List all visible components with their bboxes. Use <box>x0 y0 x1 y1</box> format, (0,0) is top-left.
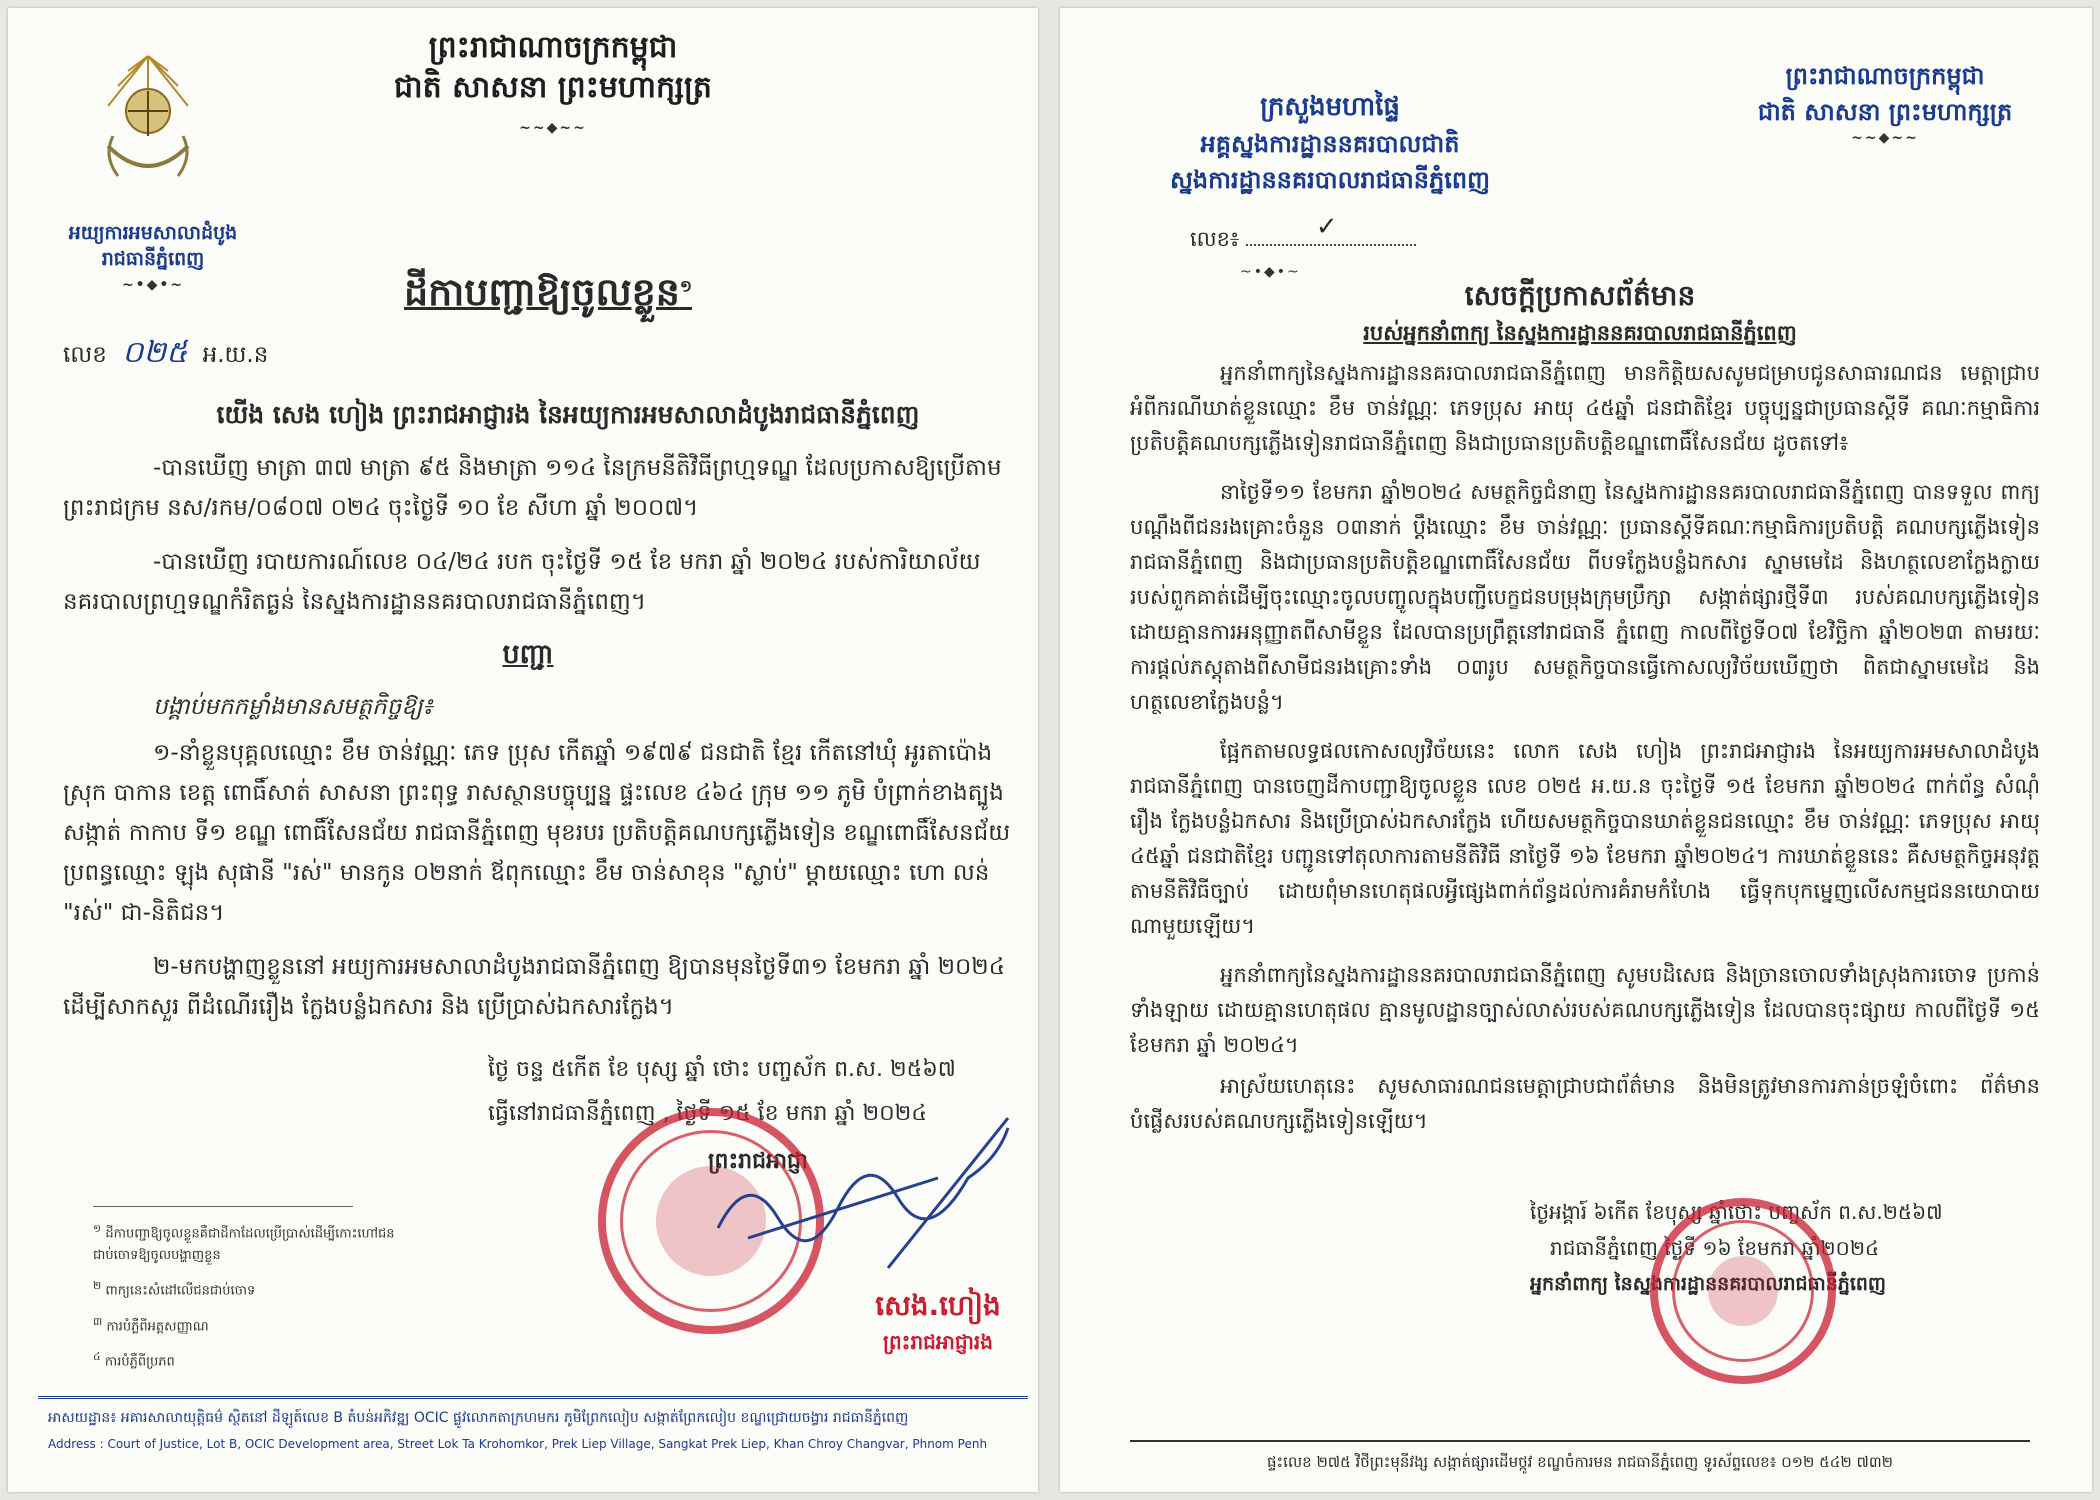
document-number <box>63 333 268 377</box>
footer-address-en: Address : Court of Justice, Lot B, OCIC Development area, Street Lok Ta Krohomkor, Prek Liep Village, Sangkat Prek Liep, Khan Chroy Changvar, Phnom Penh <box>48 1437 988 1451</box>
number-label: លេខ <box>63 342 107 368</box>
footer-rule <box>38 1396 1028 1399</box>
lunar-date-line: ថ្ងៃអង្គារ៍ ៦កើត ខែបុស្ស ឆ្នាំថោះ បញ្ចស័ក ព.ស.២៥៦៧ <box>1530 1200 1943 1224</box>
document-title: ដីកាបញ្ជាឱ្យចូលខ្លួន$^១$ <box>403 270 693 314</box>
order-heading: បញ្ជា <box>502 639 554 670</box>
police-stamp <box>1650 1198 1836 1384</box>
footnote-rule <box>93 1206 353 1207</box>
rejection-paragraph: អ្នកនាំពាក្យនៃស្នងការដ្ឋាននគរបាលរាជធានីភ្នំពេញ សូមបដិសេធ និងច្រានចោលទាំងស្រុងការចោទ ប្រកាន់ទាំងឡាយ ដោយគ្មានហេតុផល គ្មានមូលដ្ឋានច្បាស់លាស់របស់គណបក្សភ្លើងទៀន ដែលបានចុះផ្សាយ កាលពីថ្ងៃទី ១៥ ខែមករា ឆ្នាំ ២០២៤។ <box>1130 963 2040 1057</box>
number-label: លេខ៖ <box>1190 227 1240 251</box>
footer-address-kh: អាសយដ្ឋាន៖ អគារសាលាយុត្តិធម៌ ស្ថិតនៅ ដីឡូត៍លេខ B តំបន់អភិវឌ្ឍ OCIC ផ្លូវលោកតាក្រហមករ ភូមិព្រែកលៀប សង្កាត់ព្រែកលៀប ខណ្ឌជ្រោយចង្វារ រាជធានីភ្នំពេញ <box>48 1410 909 1426</box>
lunar-date-line: ថ្ងៃ ចន្ទ ៥កើត ខែ បុស្ស ឆ្នាំ ថោះ បញ្ចស័ក ព.ស. ២៥៦៧ <box>488 1057 956 1082</box>
number-value: ០២៥ <box>122 335 188 370</box>
document-subtitle: របស់អ្នកនាំពាក្យ នៃស្នងការដ្ឋាននគរបាលរាជធានីភ្នំពេញ <box>1363 321 1797 345</box>
signer-name: សេង.ហៀង <box>875 1289 1001 1322</box>
document-title: សេចក្តីប្រកាសព័ត៌មាន <box>1464 279 1696 312</box>
issue-date-line: ធ្វើនៅរាជធានីភ្នំពេញ , ថ្ងៃទី ១៥ ខែ មករា ឆ្នាំ ២០២៤ <box>488 1101 927 1126</box>
motto-divider: ~~◆~~ <box>519 120 587 136</box>
intro-paragraph: អ្នកនាំពាក្យនៃស្នងការដ្ឋាននគរបាលរាជធានីភ្នំពេញ មានកិត្តិយសសូមជម្រាបជូនសាធារណជន មេត្តាជ្រាប អំពីករណីឃាត់ខ្លួនឈ្មោះ ខឹម ចាន់វណ្ណៈ ភេទប្រុស អាយុ ៤៥ឆ្នាំ ជនជាតិខ្មែរ បច្ចុប្បន្នជាប្រធានស្តីទី គណៈកម្មាធិការប្រតិបត្តិគណបក្សភ្លើងទៀនរាជធានីភ្នំពេញ និងជាប្រធានប្រតិបត្តិខណ្ឌពោធិ៍សែនជ័យ ដូចតទៅ៖ <box>1130 361 2040 455</box>
court-name-line1: អយ្យការអមសាលាដំបូង <box>68 222 238 244</box>
complaint-paragraph: នាថ្ងៃទី១១ ខែមករា ឆ្នាំ២០២៤ សមត្ថកិច្ចជំនាញ នៃស្នងការដ្ឋាននគរបាលរាជធានីភ្នំពេញ បានទទួល ពាក្យបណ្តឹងពីជនរងគ្រោះចំនួន ០៣នាក់ ប្តឹងឈ្មោះ ខឹម ចាន់វណ្ណៈ ប្រធានស្តីទីគណៈកម្មាធិការប្រតិបត្តិ គណបក្សភ្លើងទៀនរាជធានីភ្នំពេញ និងជាប្រធានប្រតិបត្តិខណ្ឌពោធិ៍សែនជ័យ ពីបទក្លែងបន្លំឯកសារ ស្នាមមេដៃ និងហត្ថលេខាក្លែងក្លាយ របស់ពួកគាត់ដើម្បីចុះឈ្មោះចូលបញ្ចូលក្នុងបញ្ជីបេក្ខជនបម្រុងក្រុមប្រឹក្សា សង្កាត់ផ្សារថ្មីទី៣ របស់គណបក្សភ្លើងទៀន ដោយគ្មានការអនុញ្ញាតពីសាមីខ្លួន ដែលបានប្រព្រឹត្តនៅរាជធានី ភ្នំពេញ កាលពីថ្ងៃទី០៧ ខែវិច្ឆិកា ឆ្នាំ២០២៣ តាមរយៈការផ្តល់ភស្តុតាងពីសាមីជនរងគ្រោះទាំង ០៣រូប សមត្ថកិច្ចបានធ្វើកោសល្យវិច័យឃើញថា ពិតជាស្នាមមេដៃ និងហត្ថលេខាក្លែងបន្លំ។ <box>1130 480 2040 714</box>
order-intro: បង្គាប់មកកម្លាំងមានសមត្ថកិច្ចឱ្យ៖ <box>153 694 433 720</box>
footnote-1: $^១$ ដីកាបញ្ជាឱ្យចូលខ្លួនគឺជាដីកាដែលប្រើប្រាស់ដើម្បីកោះហៅជនជាប់ចោទឱ្យចូលបង្ហាញខ្លួន <box>93 1222 395 1264</box>
ornament-divider: ~•◆•~ <box>121 277 185 293</box>
signer-title: ព្រះរាជអាជ្ញា <box>707 1149 808 1174</box>
check-mark: ✓ <box>1315 212 1338 242</box>
number-dots <box>1246 212 1416 246</box>
press-release-page <box>1060 8 2092 1492</box>
signature <box>688 1108 1038 1288</box>
municipal-commissariat: ស្នងការដ្ឋាននគរបាលរាជធានីភ្នំពេញ <box>1170 166 1490 194</box>
document-number <box>1190 212 1416 257</box>
footnote-2: $^២$ ពាក្យនេះសំដៅលើជនជាប់ចោទ <box>93 1279 256 1299</box>
ministry-name: ក្រសួងមហាផ្ទៃ <box>1260 92 1400 122</box>
kingdom-title: ព្រះរាជាណាចក្រកម្ពុជា <box>1785 62 1985 90</box>
national-motto: ជាតិ សាសនា ព្រះមហាក្សត្រ <box>1757 98 2013 126</box>
footer-rule <box>1130 1440 2030 1442</box>
number-suffix: អ.យ.ន <box>202 342 269 368</box>
kingdom-title: ព្រះរាជាណាចក្រកម្ពុជា <box>428 30 678 65</box>
order-item-1: ១-នាំខ្លួនបុគ្គលឈ្មោះ ខឹម ចាន់វណ្ណៈ ភេទ ប្រុស កើតឆ្នាំ ១៩៧៩ ជនជាតិ ខ្មែរ កើតនៅឃុំ អូរតាប៉ោង ស្រុក បាកាន ខេត្ត ពោធិ៍សាត់ សាសនា ព្រះពុទ្ធ រាសស្ថានបច្ចុប្បន្ន ផ្ទះលេខ ៤៦៤ ក្រុម ១១ ភូមិ បំព្រាក់ខាងត្បូង សង្កាត់ កាកាប ទី១ ខណ្ឌ ពោធិ៍សែនជ័យ រាជធានីភ្នំពេញ មុខរបរ ប្រតិបត្តិគណបក្សភ្លើងទៀន ខណ្ឌពោធិ៍សែនជ័យ ប្រពន្ធឈ្មោះ ឡុង សុផានី "រស់" មានកូន ០២នាក់ ឪពុកឈ្មោះ ខឹម ចាន់សាខុន "ស្លាប់" ម្តាយឈ្មោះ ហោ លន់ "រស់" ជា-និតិជន។ <box>63 740 1011 926</box>
signer-line: អ្នកនាំពាក្យ នៃស្នងការដ្ឋាននគរបាលរាជធានីភ្នំពេញ <box>1530 1273 1886 1295</box>
footnote-4: $^៤$ ការបំភ្លឺពីប្រភព <box>93 1349 175 1370</box>
issuer-line: យើង សេង ហៀង ព្រះរាជអាជ្ញារង នៃអយ្យការអមសាលាដំបូងរាជធានីភ្នំពេញ <box>216 400 920 429</box>
court-name-line2: រាជធានីភ្នំពេញ <box>101 248 205 270</box>
general-commissariat: អគ្គស្នងការដ្ឋាននគរបាលជាតិ <box>1200 130 1460 158</box>
footer-address: ផ្ទះលេខ ២៧៥ វិថីព្រះមុនីវង្ស សង្កាត់ផ្សារដើមថ្កូវ ខណ្ឌចំការមន រាជធានីភ្នំពេញ ទូរស័ព្ទលេខ៖ ០១២ ៥៤២ ៧៣២ <box>1267 1453 1893 1471</box>
court-emblem <box>88 36 208 206</box>
issue-date-line: រាជធានីភ្នំពេញ ថ្ងៃទី ១៦ ខែមករា ឆ្នាំ២០២៤ <box>1550 1236 1880 1260</box>
order-item-2: ២-មកបង្ហាញខ្លួននៅ អយ្យការអមសាលាដំបូងរាជធានីភ្នំពេញ ឱ្យបានមុនថ្ងៃទី៣១ ខែមករា ឆ្នាំ ២០២៤ ដើម្បីសាកសួរ ពីដំណើររឿង ក្លែងបន្លំឯកសារ និង ប្រើប្រាស់ឯកសារក្លែង។ <box>63 954 1005 1020</box>
arrest-paragraph: ផ្អែកតាមលទ្ធផលកោសល្យវិច័យនេះ លោក សេង ហៀង ព្រះរាជអាជ្ញារង នៃអយ្យការអមសាលាដំបូង រាជធានីភ្នំពេញ បានចេញដីកាបញ្ជាឱ្យចូលខ្លួន លេខ ០២៥ អ.យ.ន ចុះថ្ងៃទី ១៥ ខែមករា ឆ្នាំ២០២៤ ពាក់ព័ន្ធ សំណុំរឿង ក្លែងបន្លំឯកសារ និងប្រើប្រាស់ឯកសារក្លែង ហើយសមត្ថកិច្ចបានឃាត់ខ្លួនជនឈ្មោះ ខឹម ចាន់វណ្ណៈ ភេទប្រុស អាយុ ៤៥ឆ្នាំ ជនជាតិខ្មែរ បញ្ជូនទៅតុលាការតាមនីតិវិធី នាថ្ងៃទី ១៦ ខែមករា ឆ្នាំ២០២៤។ ការឃាត់ខ្លួននេះ គឺសមត្ថកិច្ចអនុវត្តតាមនីតិវិធីច្បាប់ ដោយពុំមានហេតុផលអ្វីផ្សេងពាក់ព័ន្ធដល់ការគំរាមកំហែង ធ្វើទុកបុកម្នេញលើសកម្មជននយោបាយណាមួយឡើយ។ <box>1130 739 2040 938</box>
motto-divider: ~~◆~~ <box>1851 130 1919 146</box>
signer-position: ព្រះរាជអាជ្ញារង <box>883 1330 993 1354</box>
conclusion-paragraph: អាស្រ័យហេតុនេះ សូមសាធារណជនមេត្តាជ្រាបជាព័ត៌មាន និងមិនត្រូវមានការភាន់ច្រឡំចំពោះ ព័ត៌មានបំផ្លើសរបស់គណបក្សភ្លើងទៀនឡើយ។ <box>1130 1074 2040 1133</box>
report-basis-paragraph: -បានឃើញ របាយការណ៍លេខ ០៤/២៤ របក ចុះថ្ងៃទី ១៥ ខែ មករា ឆ្នាំ ២០២៤ របស់ការិយាល័យ នគរបាលព្រហ្មទណ្ឌកំរិតធ្ងន់ នៃស្នងការដ្ឋាននគរបាលរាជធានីភ្នំពេញ។ <box>63 549 981 615</box>
number-divider: ~•◆•~ <box>1240 264 1301 280</box>
legal-basis-paragraph: -បានឃើញ មាត្រា ៣៧ មាត្រា ៩៥ និងមាត្រា ១១៤ នៃក្រមនីតិវិធីព្រហ្មទណ្ឌ ដែលប្រកាសឱ្យប្រើតាម ព្រះរាជក្រម នស/រកម/០៨០៧ ០២៤ ចុះថ្ងៃទី ១០ ខែ សីហា ឆ្នាំ ២០០៧។ <box>63 455 1002 521</box>
footnote-3: $^៣$ ការបំភ្លឺពីអត្តសញ្ញាណ <box>93 1314 209 1334</box>
summons-order-page <box>8 8 1038 1492</box>
national-motto: ជាតិ សាសនា ព្រះមហាក្សត្រ <box>394 70 712 105</box>
